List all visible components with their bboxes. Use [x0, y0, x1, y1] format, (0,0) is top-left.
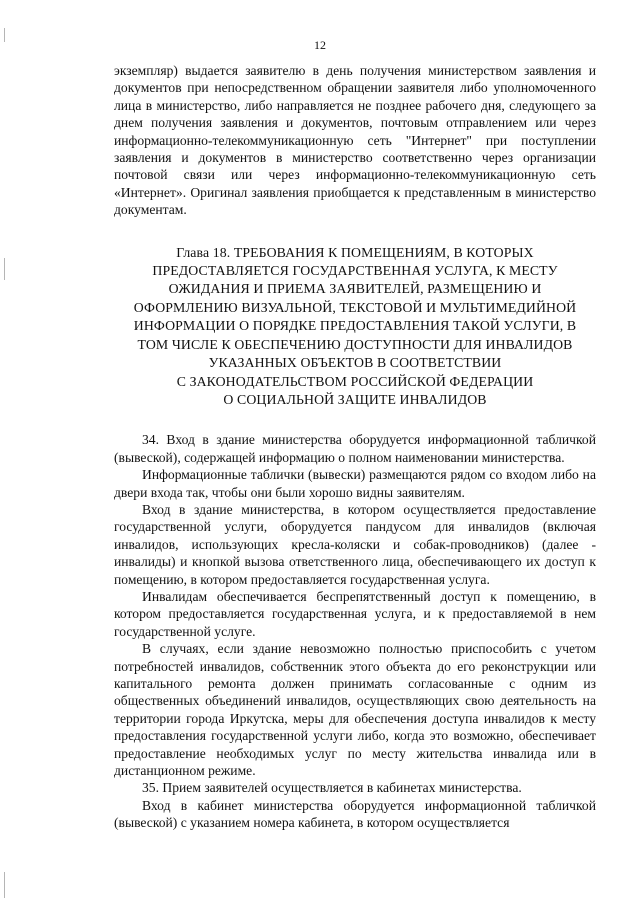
chapter-heading — [114, 244, 596, 410]
paragraph-35: 35. Прием заявителей осуществляется в кабинетах министерства. — [142, 780, 522, 796]
chapter-heading-line: ОФОРМЛЕНИЮ ВИЗУАЛЬНОЙ, ТЕКСТОВОЙ И МУЛЬТИМЕДИЙНОЙ — [133, 299, 577, 315]
paragraph-access: Инвалидам обеспечивается беспрепятственный доступ к помещению, в котором предоставляется государственная услуга, и к предоставляемой в нем государственной услуге. — [114, 588, 596, 639]
paragraph-34: 34. Вход в здание министерства оборудуется информационной табличкой (вывеской), содержащей информацию о полном наименовании министерства. — [114, 432, 596, 465]
chapter-heading-line: Глава 18. ТРЕБОВАНИЯ К ПОМЕЩЕНИЯМ, В КОТОРЫХ — [176, 244, 534, 260]
document-body — [114, 62, 596, 832]
chapter-heading-line: УКАЗАННЫХ ОБЪЕКТОВ В СООТВЕТСТВИИ — [208, 355, 502, 371]
paragraph-signage: Информационные таблички (вывески) размещаются рядом со входом либо на двери входа так, чтобы они были хорошо видны заявителям. — [114, 467, 596, 500]
paragraph-adaptation: В случаях, если здание невозможно полностью приспособить с учетом потребностей инвалидов, собственник этого объекта до его реконструкции или капитального ремонта должен принимать согласованные с одним из общественных объединений инвалидов, осуществляющих свою деятельность на территории города Иркутска, меры для обеспечения доступа инвалидов к месту предоставления государственной услуги либо, когда это возможно, обеспечивает предоставление необходимых услуг по месту жительства инвалида или в дистанционном режиме. — [114, 641, 596, 779]
page-number: 12 — [314, 38, 326, 52]
scan-edge-mark — [4, 872, 5, 898]
paragraph-cabinet: Вход в кабинет министерства оборудуется информационной табличкой (вывеской) с указанием номера кабинета, в котором осуществляется — [114, 797, 596, 831]
chapter-heading-line: О СОЦИАЛЬНОЙ ЗАЩИТЕ ИНВАЛИДОВ — [223, 391, 487, 407]
paragraph-ramp: Вход в здание министерства, в котором осуществляется предоставление государственной услуги, оборудуется пандусом для инвалидов (включая инвалидов, использующих кресла-коляски и собак-проводников) (далее - инвалиды) и кнопкой вызова ответственного лица, обеспечивающего их доступ к помещению, в котором предоставляется государственная услуга. — [114, 501, 596, 587]
intro-paragraph: экземпляр) выдается заявителю в день получения министерством заявления и документов при непосредственном обращении заявителя либо уполномоченного лица в министерство, либо направляется не позднее рабочего дня, следующего за днем получения заявления и документов, почтовым отправлением или через информационно-телекоммуникационную сеть "Интернет" при поступлении заявления и документов в министерство соответственно через организации почтовой связи или через информационно-телекоммуникационную сеть «Интернет». Оригинал заявления приобщается к представленным в министерство документам. — [114, 63, 596, 218]
chapter-heading-line: ПРЕДОСТАВЛЯЕТСЯ ГОСУДАРСТВЕННАЯ УСЛУГА, К МЕСТУ — [152, 263, 558, 279]
chapter-heading-line: ОЖИДАНИЯ И ПРИЕМА ЗАЯВИТЕЛЕЙ, РАЗМЕЩЕНИЮ И — [168, 281, 542, 297]
chapter-heading-line: ИНФОРМАЦИИ О ПОРЯДКЕ ПРЕДОСТАВЛЕНИЯ ТАКОЙ УСЛУГИ, В — [133, 318, 577, 334]
chapter-heading-line: ТОМ ЧИСЛЕ К ОБЕСПЕЧЕНИЮ ДОСТУПНОСТИ ДЛЯ ИНВАЛИДОВ — [137, 336, 573, 352]
scan-edge-mark — [4, 258, 5, 280]
chapter-heading-line: С ЗАКОНОДАТЕЛЬСТВОМ РОССИЙСКОЙ ФЕДЕРАЦИИ — [176, 373, 534, 389]
